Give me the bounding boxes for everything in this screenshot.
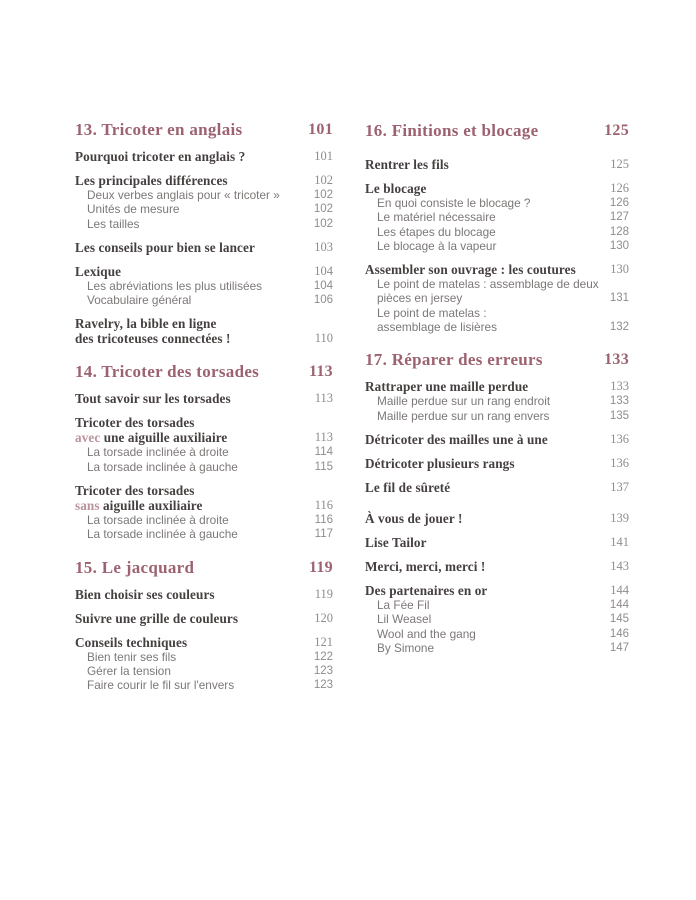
toc-entry-title: Tricoter des torsades sans aiguille auxiliaire xyxy=(75,483,203,514)
toc-entry xyxy=(365,612,629,626)
page-number: 125 xyxy=(610,157,629,171)
toc-chapter-heading xyxy=(365,350,629,370)
toc-entry xyxy=(75,202,333,216)
toc-entry xyxy=(365,480,629,495)
page-number: 102 xyxy=(313,189,333,201)
page-number: 144 xyxy=(610,582,629,597)
toc-entry-title: Le blocage xyxy=(365,181,427,196)
page-number: 117 xyxy=(314,528,333,541)
toc-entry-title: Le fil de sûreté xyxy=(365,479,451,495)
toc-entry-title: Des partenaires en or xyxy=(365,582,488,598)
toc-entry-title: Lil Weasel xyxy=(377,612,432,627)
page-number: 130 xyxy=(609,239,629,252)
toc-entry xyxy=(75,513,333,527)
page-number: 106 xyxy=(313,294,333,307)
toc-entry xyxy=(365,511,629,526)
page-number: 130 xyxy=(610,262,629,277)
page-number: 133 xyxy=(604,351,629,369)
toc-entry-title: Gérer la tension xyxy=(87,663,171,678)
toc-entry xyxy=(75,445,333,459)
toc-entry-title: 15. Le jacquard xyxy=(75,557,195,577)
toc-entry-title: Le blocage à la vapeur xyxy=(377,238,497,253)
page-number: 104 xyxy=(314,263,333,278)
toc-entry xyxy=(365,239,629,253)
toc-entry xyxy=(75,188,333,202)
accent-word: avec xyxy=(75,430,101,446)
toc-entry xyxy=(75,240,333,255)
toc-entry xyxy=(365,559,629,574)
toc-entry-title: Les conseils pour bien se lancer xyxy=(75,239,255,255)
page-number: 116 xyxy=(314,498,333,513)
toc-entry xyxy=(75,650,333,664)
toc-entry-title: Les principales différences xyxy=(75,173,228,188)
toc-entry-title: Détricoter plusieurs rangs xyxy=(365,455,515,471)
toc-entry-title: Conseils techniques xyxy=(75,634,188,650)
page-number: 141 xyxy=(610,534,629,549)
toc-entry-title: Unités de mesure xyxy=(87,202,180,217)
page-number: 132 xyxy=(609,321,629,334)
page-number: 127 xyxy=(609,211,629,224)
toc-entry xyxy=(365,196,629,210)
toc-chapter-heading xyxy=(365,121,629,141)
toc-column-left xyxy=(75,120,333,693)
page-number: 119 xyxy=(308,558,333,576)
page-number: 131 xyxy=(609,292,629,305)
toc-entry xyxy=(365,306,629,335)
toc-entry xyxy=(365,210,629,224)
page-number: 123 xyxy=(313,679,333,692)
toc-entry xyxy=(75,217,333,231)
toc-entry-title: La torsade inclinée à gauche xyxy=(87,459,238,474)
toc-entry xyxy=(75,483,333,513)
toc-entry-title: La torsade inclinée à gauche xyxy=(87,527,238,542)
toc-entry-title: En quoi consiste le blocage ? xyxy=(377,196,531,210)
toc-entry xyxy=(75,279,333,293)
toc-entry xyxy=(75,173,333,188)
page-number: 144 xyxy=(609,598,629,611)
toc-entry-title: 17. Réparer des erreurs xyxy=(365,350,543,370)
toc-entry-title: À vous de jouer ! xyxy=(365,510,463,526)
toc-entry-title: Pourquoi tricoter en anglais ? xyxy=(75,149,246,164)
toc-entry-title: 14. Tricoter des torsades xyxy=(75,362,260,382)
toc-entry xyxy=(365,225,629,239)
page-number: 136 xyxy=(610,431,629,446)
toc-entry xyxy=(365,409,629,423)
toc-entry-title: Rattraper une maille perdue xyxy=(365,379,529,395)
toc-entry-title: Deux verbes anglais pour « tricoter » xyxy=(87,188,280,202)
toc-chapter-heading xyxy=(75,558,333,578)
toc-entry-title: La torsade inclinée à droite xyxy=(87,513,229,528)
toc-entry xyxy=(365,157,629,172)
page-number: 126 xyxy=(610,181,629,195)
page-number: 133 xyxy=(610,379,629,394)
toc-chapter-heading xyxy=(75,362,333,382)
page-number: 123 xyxy=(313,664,333,677)
page-number: 146 xyxy=(609,627,629,640)
page-number: 120 xyxy=(314,610,333,625)
toc-entry-title: Le point de matelas : assemblage de lisières xyxy=(377,305,497,335)
page-number: 115 xyxy=(314,460,333,473)
toc-entry xyxy=(75,611,333,626)
toc-chapter-heading xyxy=(75,120,333,140)
toc-entry-title: 13. Tricoter en anglais xyxy=(75,120,243,139)
toc-entry-title: 16. Finitions et blocage xyxy=(365,121,539,140)
page-number: 128 xyxy=(609,225,629,238)
toc-entry-title: Wool and the gang xyxy=(377,626,476,641)
page-number: 102 xyxy=(313,203,333,216)
toc-entry xyxy=(75,460,333,474)
toc-entry xyxy=(365,598,629,612)
toc-entry xyxy=(365,394,629,408)
page-number: 147 xyxy=(609,641,629,654)
page-number: 110 xyxy=(314,331,333,346)
page-number: 113 xyxy=(314,430,333,445)
toc-entry xyxy=(365,262,629,277)
page-number: 102 xyxy=(313,217,333,230)
toc-entry xyxy=(75,527,333,541)
toc-entry xyxy=(365,535,629,550)
page-number: 101 xyxy=(308,121,333,138)
page-number: 119 xyxy=(314,586,333,601)
toc-entry-title: Bien tenir ses fils xyxy=(87,649,177,664)
toc-entry xyxy=(75,391,333,406)
toc-entry xyxy=(365,583,629,598)
toc-entry-title: Maille perdue sur un rang endroit xyxy=(377,394,551,409)
page-number: 139 xyxy=(610,510,629,525)
toc-entry xyxy=(365,627,629,641)
toc-entry xyxy=(75,635,333,650)
toc-entry-title: La torsade inclinée à droite xyxy=(87,445,229,460)
toc-entry xyxy=(75,316,333,346)
toc-entry xyxy=(75,149,333,164)
toc-entry-title: Maille perdue sur un rang envers xyxy=(377,408,550,423)
toc-entry-title: By Simone xyxy=(377,640,435,655)
toc-entry-title: Le point de matelas : assemblage de deux pièces en jersey xyxy=(377,277,599,306)
page-number: 143 xyxy=(610,558,629,573)
toc-entry xyxy=(365,379,629,394)
page-number: 122 xyxy=(313,650,333,663)
page-number: 135 xyxy=(609,409,629,422)
toc-entry-title: Les étapes du blocage xyxy=(377,224,496,239)
toc-entry xyxy=(365,432,629,447)
toc-entry xyxy=(75,415,333,445)
page-number: 136 xyxy=(610,455,629,470)
toc-entry xyxy=(75,264,333,279)
toc-entry-title: Les tailles xyxy=(87,216,140,231)
page-number: 116 xyxy=(314,514,333,527)
page-number: 125 xyxy=(604,122,629,139)
page-number: 113 xyxy=(308,363,333,381)
toc-entry-title: Bien choisir ses couleurs xyxy=(75,586,215,602)
page-number: 114 xyxy=(314,446,333,459)
page-number: 101 xyxy=(314,149,333,163)
toc-entry-title: Le matériel nécessaire xyxy=(377,210,496,225)
toc-column-right xyxy=(365,121,629,655)
toc-entry-title: Suivre une grille de couleurs xyxy=(75,610,239,626)
page-number: 103 xyxy=(314,239,333,254)
toc-entry-title: Lise Tailor xyxy=(365,534,427,550)
toc-entry-title: Tout savoir sur les torsades xyxy=(75,391,231,407)
toc-entry-title: Merci, merci, merci ! xyxy=(365,558,486,574)
page-number: 126 xyxy=(609,197,629,209)
toc-entry-title: Détricoter des mailles une à une xyxy=(365,431,548,447)
toc-entry xyxy=(75,678,333,692)
accent-word: sans xyxy=(75,498,100,514)
toc-entry-title: Vocabulaire général xyxy=(87,293,192,308)
toc-entry-title: Rentrer les fils xyxy=(365,157,449,172)
page-number: 121 xyxy=(314,634,333,649)
toc-entry-title: Assembler son ouvrage : les coutures xyxy=(365,262,576,278)
toc-entry xyxy=(75,664,333,678)
toc-entry xyxy=(365,181,629,196)
page-number: 137 xyxy=(610,479,629,494)
toc-entry xyxy=(75,293,333,307)
toc-entry-title: Tricoter des torsades avec une aiguille auxiliaire xyxy=(75,415,228,446)
toc-entry-title: Les abréviations les plus utilisées xyxy=(87,278,263,293)
page-number: 133 xyxy=(609,395,629,408)
toc-entry-title: Ravelry, la bible en ligne des tricoteuses connectées ! xyxy=(75,316,231,347)
page-number: 104 xyxy=(313,279,333,292)
page-number: 102 xyxy=(314,173,333,187)
toc-entry xyxy=(75,587,333,602)
toc-entry-title: Faire courir le fil sur l'envers xyxy=(87,678,235,693)
toc-entry xyxy=(365,641,629,655)
page-number: 145 xyxy=(609,613,629,626)
toc-entry-title: La Fée Fil xyxy=(377,597,430,612)
page-number: 113 xyxy=(314,391,333,406)
toc-entry xyxy=(365,456,629,471)
toc-entry-title: Lexique xyxy=(75,263,122,279)
toc-entry xyxy=(365,277,629,306)
